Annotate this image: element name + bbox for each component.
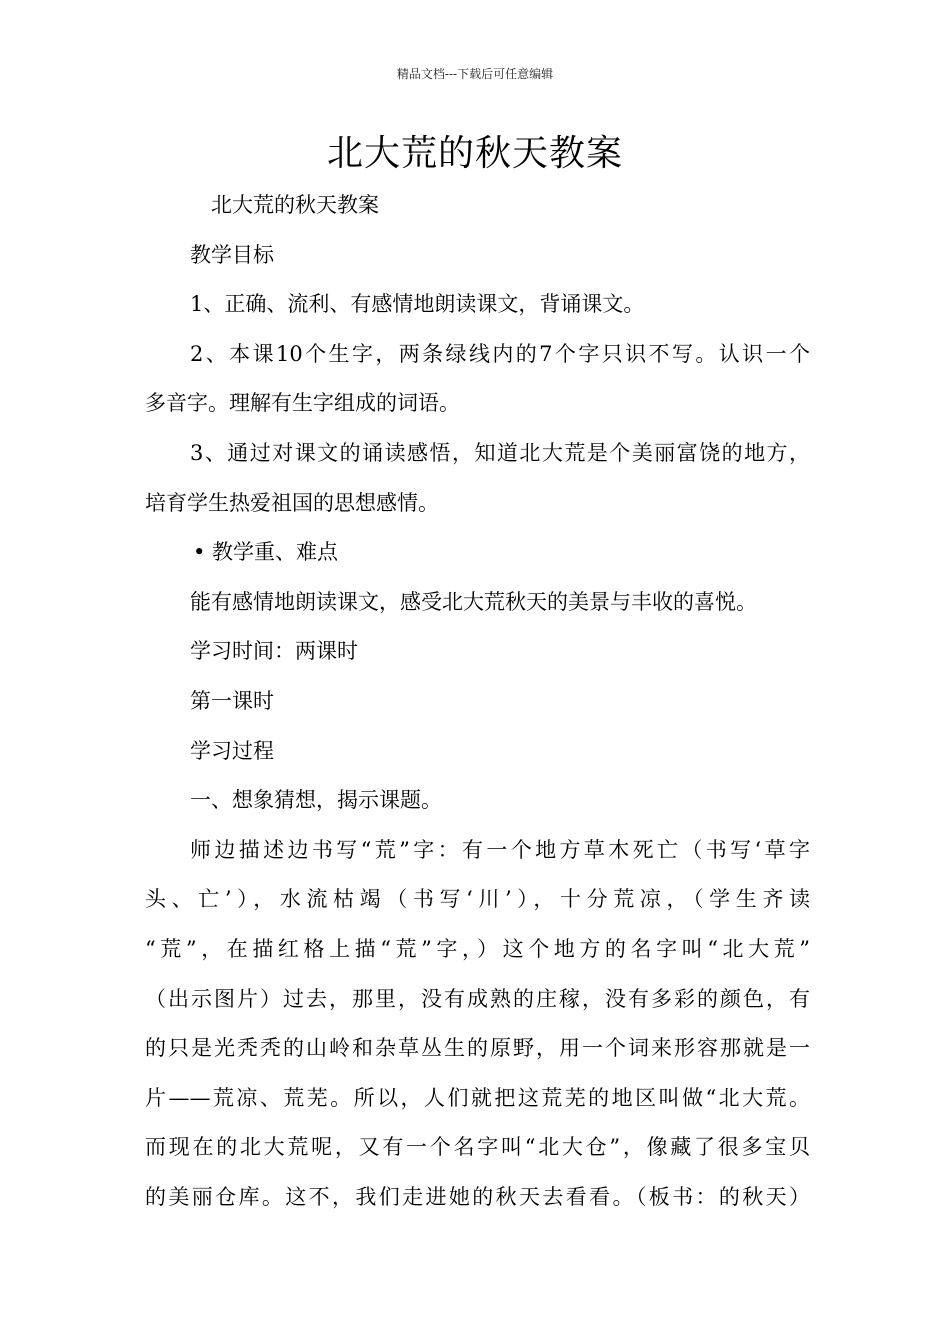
section-heading-objectives: 教学目标 <box>190 242 274 267</box>
paragraph-line-1: 师边描述边书写“荒”字：有一个地方草木死亡（书写‘草字 <box>190 837 810 862</box>
subtitle-line: 北大荒的秋天教案 <box>211 193 379 217</box>
objective-3-line-2: 培育学生热爱祖国的思想感情。 <box>145 490 439 515</box>
paragraph-line-5: 的只是光秃秃的山岭和杂草丛生的原野，用一个词来形容那就是一 <box>145 1036 810 1061</box>
paragraph-line-4: （出示图片）过去，那里，没有成熟的庄稼，没有多彩的颜色，有 <box>145 986 810 1011</box>
paragraph-line-8: 的美丽仓库。这不，我们走进她的秋天去看看。（板书：的秋天） <box>145 1184 810 1209</box>
paragraph-line-7: 而现在的北大荒呢，又有一个名字叫“北大仓”，像藏了很多宝贝 <box>145 1135 810 1160</box>
step-one-heading: 一、想象猜想，揭示课题。 <box>190 788 442 813</box>
document-body <box>145 181 810 1222</box>
lesson-one-heading: 第一课时 <box>190 688 274 713</box>
section-heading-process: 学习过程 <box>190 738 274 763</box>
key-points-text: 能有感情地朗读课文，感受北大荒秋天的美景与丰收的喜悦。 <box>190 589 757 614</box>
document-title: 北大荒的秋天教案 <box>326 133 623 174</box>
study-time: 学习时间：两课时 <box>190 639 358 664</box>
paragraph-line-6: 片——荒凉、荒芜。所以，人们就把这荒芜的地区叫做“北大荒。 <box>145 1085 810 1110</box>
page-header-note: 精品文档---下载后可任意编辑 <box>396 67 554 81</box>
objective-3-line-1: 3、通过对课文的诵读感悟，知道北大荒是个美丽富饶的地方， <box>190 440 810 465</box>
paragraph-line-3: “荒”，在描红格上描“荒”字，）这个地方的名字叫“北大荒” <box>145 936 810 961</box>
objective-1: 1、正确、流利、有感情地朗读课文，背诵课文。 <box>190 292 645 317</box>
objective-2-line-1: 2、本课10个生字，两条绿线内的7个字只识不写。认识一个 <box>190 341 810 366</box>
section-heading-key-points: • 教学重、难点 <box>193 540 339 565</box>
paragraph-line-2: 头、亡’），水流枯竭（书写‘川’），十分荒凉，（学生齐读 <box>145 887 810 912</box>
objective-2-line-2: 多音字。理解有生字组成的词语。 <box>145 391 460 416</box>
